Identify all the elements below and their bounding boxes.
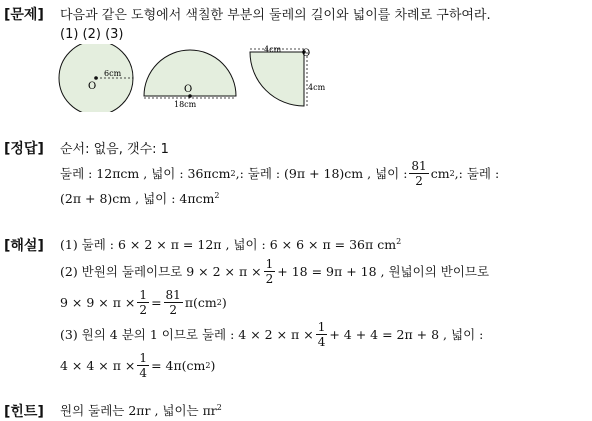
explanation-step-2-cont: 9 × 9 × π × $\frac{1}{2}$ = $\frac{81}{2}$ π(cm 2 ) (60, 287, 227, 317)
figure-3-quarter-circle (250, 45, 326, 106)
hint-text: 원의 둘레는 2πr , 넓이는 $\pi r^2$ (60, 402, 222, 418)
figure-labels: (1) (2) (3) (60, 27, 124, 42)
fraction: $\frac{1}{2}$ (139, 287, 148, 317)
figure-3-top-label: 4cm (264, 45, 282, 54)
figure-1-center-label: O (88, 81, 97, 92)
answer-meta: 순서: 없음, 갯수: 1 (60, 142, 169, 157)
fraction: $\frac{1}{4}$ (139, 350, 148, 380)
answer-line-2: 둘레 : 12πcm , 넓이 : 36πcm 2 ,: 둘레 : (9π + 18)cm , 넓이 : $\frac{81}{2}$ cm 2 ,: 둘레 : (60, 158, 500, 188)
problem-tag: [문제] (4, 7, 44, 23)
explanation-step-2: (2) 반원의 둘레이므로 9 × 2 × π × $\frac{1}{2}$ + 18 = 9π + 18 , 원넓이의 반이므로 (60, 256, 490, 286)
figure-1-radius-label: 6cm (104, 69, 122, 78)
fraction: $\frac{81}{2}$ (165, 287, 181, 317)
figures (50, 44, 350, 112)
figure-2-semicircle (144, 50, 236, 109)
answer-tag: [정답] (4, 141, 44, 157)
fraction: $\frac{1}{4}$ (317, 319, 326, 349)
explanation-step-3-cont: 4 × 4 × π × $\frac{1}{4}$ = 4π(cm 2 ) (60, 350, 216, 380)
explanation-step-1: (1) 둘레 : 6 × 2 × π = 12π , 넓이 : 6 × 6 × π = 36π $cm^2$ (60, 236, 402, 252)
figure-1-circle (59, 44, 133, 112)
hint-tag: [힌트] (4, 404, 44, 420)
explanation-tag: [해설] (4, 238, 44, 254)
figure-2-center-label: O (184, 84, 193, 95)
problem-text: 다음과 같은 도형에서 색칠한 부분의 둘레의 길이와 넓이를 차례로 구하여라. (60, 8, 491, 23)
figure-2-diameter-label: 18cm (174, 100, 197, 109)
figure-3-side-label: 4cm (308, 83, 326, 92)
answer-line-3: (2π + 8)cm , 넓이 : 4πcm$^2$ (60, 190, 220, 206)
explanation-step-3: (3) 원의 4 분의 1 이므로 둘레 : 4 × 2 × π × $\frac{1}{4}$ + 4 + 4 = 2π + 8 , 넓이 : (60, 319, 484, 349)
figure-3-center-label: O (302, 48, 311, 59)
fraction: $\frac{81}{2}$ (411, 158, 427, 188)
fraction: $\frac{1}{2}$ (265, 256, 274, 286)
